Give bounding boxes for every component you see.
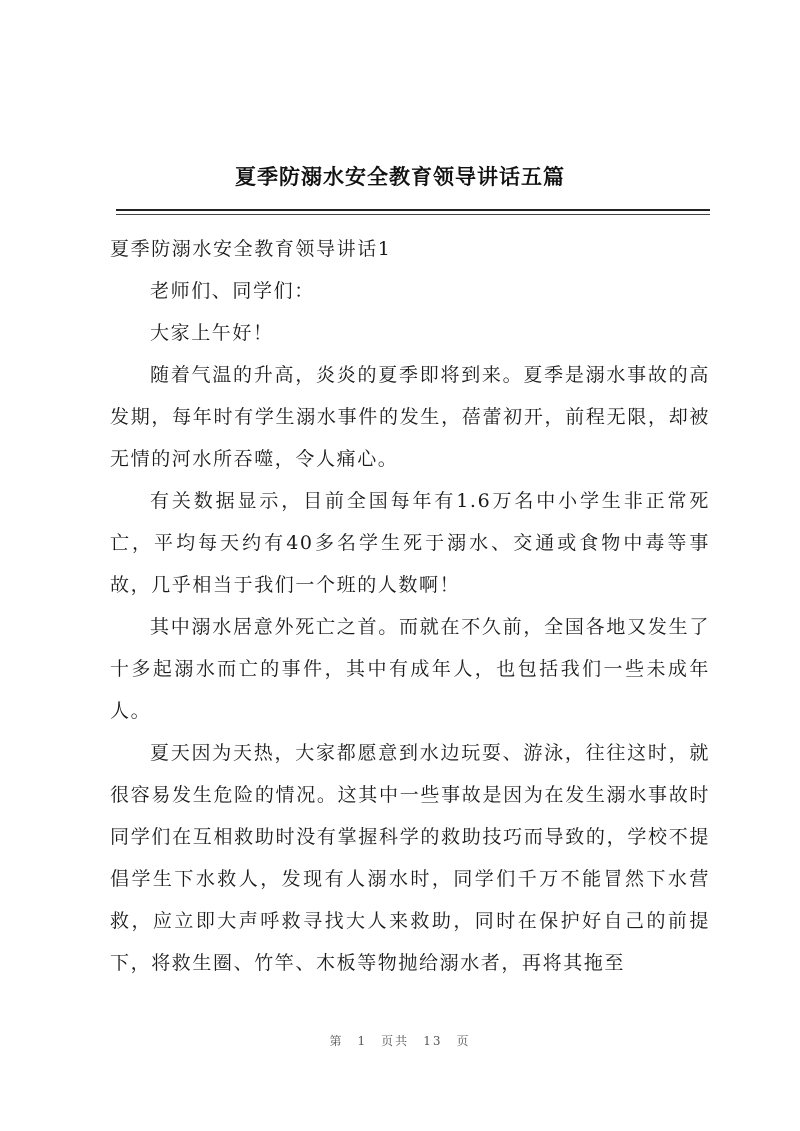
page-footer	[0, 1032, 800, 1050]
section-heading: 夏季防溺水安全教育领导讲话1	[110, 238, 392, 260]
paragraph-greeting-morning: 大家上午好！	[150, 322, 274, 344]
paragraph-statistics: 有关数据显示，目前全国每年有1.6万名中小学生非正常死亡，平均每天约有40多名学生死于溺水、交通或食物中毒等事故，几乎相当于我们一个班的人数啊！	[110, 490, 710, 596]
footer-label-end: 页	[456, 1034, 471, 1048]
footer-current-page: 1	[357, 1034, 368, 1048]
footer-total-pages: 13	[423, 1034, 443, 1048]
footer-label-page: 第	[329, 1034, 344, 1048]
footer-label-of: 页共	[381, 1034, 410, 1048]
document-title: 夏季防溺水安全教育领导讲话五篇	[235, 164, 565, 189]
paragraph-summer-intro: 随着气温的升高，炎炎的夏季即将到来。夏季是溺水事故的高发期，每年时有学生溺水事件的发生，蓓蕾初开，前程无限，却被无情的河水所吞噬，令人痛心。	[110, 364, 710, 470]
paragraph-rescue-advice: 夏天因为天热，大家都愿意到水边玩耍、游泳，往往这时，就很容易发生危险的情况。这其中一些事故是因为在发生溺水事故时同学们在互相救助时没有掌握科学的救助技巧而导致的，学校不提倡学生下水救人，发现有人溺水时，同学们千万不能冒然下水营救，应立即大声呼救寻找大人来救助，同时在保护好自己的前提下，将救生圈、竹竿、木板等物抛给溺水者，再将其拖至	[110, 742, 710, 974]
paragraph-greeting-audience: 老师们、同学们：	[150, 280, 315, 302]
document-body	[110, 228, 710, 984]
title-divider-thick	[116, 209, 710, 211]
paragraph-recent-incidents: 其中溺水居意外死亡之首。而就在不久前，全国各地又发生了十多起溺水而亡的事件，其中有成年人，也包括我们一些未成年人。	[110, 616, 710, 722]
title-divider-thin	[116, 214, 710, 215]
